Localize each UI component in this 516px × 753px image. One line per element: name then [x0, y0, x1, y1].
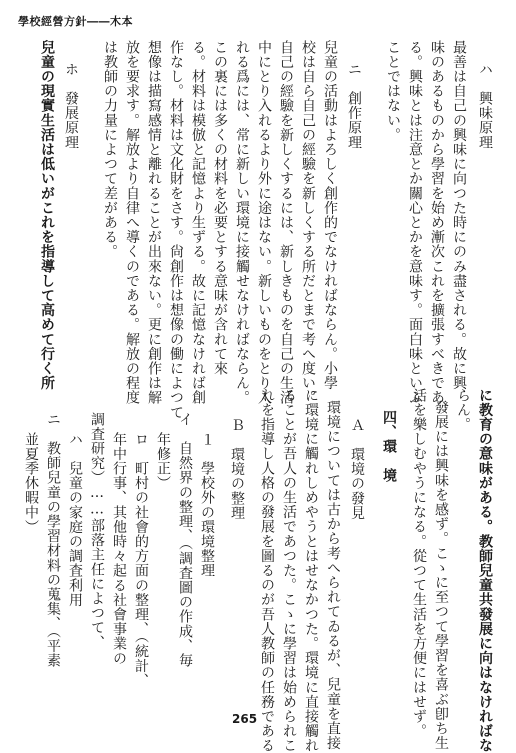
lower-text-column: 環境については古から考へられてゐるが、兒童を直接 [325, 400, 341, 751]
lower-text-column: 年中行事、其他時々起る社會事業の [111, 432, 127, 666]
upper-text-column: 兒童の現實生活は低いがこれを指導して高めて行く所 [39, 40, 55, 391]
lower-text-column: Ａ 環境の發見 [349, 418, 365, 521]
upper-text-column: 放を要求す。解放より自律へ導くのである。解放の程度 [124, 40, 140, 405]
upper-text-column: ことではない。 [385, 40, 401, 143]
upper-text-column: る。材料は模倣と記憶より生ずる。故に記憶なければ創 [190, 40, 206, 405]
upper-text-column: ホ 發展原理 [63, 62, 79, 150]
lower-text-column: ニ 教師兒童の學習材料の蒐集、（平素 [45, 412, 61, 668]
upper-text-column: この裏には多くの材料を必要とする意味が含れて來 [212, 40, 228, 376]
lower-text-column: に教育の意味がある。教師兒童共發展に向はなければな [477, 388, 493, 753]
lower-text-column: れを指導し人格の發展を圖るのが吾人教師の任務である [259, 388, 275, 753]
lower-text-column: ロ 町村の社會的方面の整理、（統計、 [133, 432, 149, 688]
lower-text-column: 年修正） [155, 432, 171, 491]
upper-text-column: ニ 創作原理 [346, 62, 362, 150]
lower-text-column: らん。 [455, 388, 471, 432]
lower-text-column: ハ 兒童の家庭の調査利用 [67, 432, 83, 608]
lower-text-column: 發展には興味を感ず。こゝに至つて學習を喜ぶ卽ち生 [433, 400, 449, 751]
lower-text-column: Ｂ 環境の整理 [229, 418, 245, 521]
running-header: 學校經營方針――木本 [18, 15, 133, 28]
upper-text-column: ハ 興味原理 [477, 62, 493, 150]
upper-text-column: 兒童の活動はよろしく創作的でなければならん。小學 [322, 40, 338, 391]
lower-text-column: １ 學校外の環境整理 [199, 432, 215, 578]
upper-text-column: 中にとり入れるより外に途はない。新しいものをとり入 [256, 40, 272, 405]
upper-text-column: は教師の力量によつて差がある。 [102, 40, 118, 259]
upper-text-column: 校は自ら自己の經驗を新しくする所だとまで考へ度い。 [300, 40, 316, 405]
page-number: 265 [232, 712, 258, 726]
upper-text-column: 自己の經驗を新しくするには、新しきものを自己の生活 [278, 40, 294, 405]
lower-text-column: 調査研究）……部落主任によつて、 [89, 412, 105, 650]
upper-text-column: 最善は自己の興味に向つた時にのみ盡される。故に興 [451, 40, 467, 391]
upper-text-column: 想像は描寫感情と離れることが出來ない。更に創作は解 [146, 40, 162, 405]
upper-text-column: 作なし。材料は文化財をさす。尙創作は想像の働によつて [168, 40, 184, 420]
lower-text-column: 活を樂しむやうになる。從つて生活を方便にはせず。 [411, 388, 427, 739]
lower-text-column: 四、環 境 [381, 410, 397, 483]
lower-text-column: 並夏季休暇中） [23, 432, 39, 535]
lower-text-column: ることが吾人の生活であつた。こゝに學習は始められこ [281, 388, 297, 753]
upper-text-column: れる爲には、常に新しい環境に接觸せなければならん。 [234, 40, 250, 405]
lower-text-column: イ 自然界の整理、（調査圖の作成、毎 [177, 412, 193, 668]
upper-text-column: る。興味とは注意とか關心とかを意味す。面白味といふ [407, 40, 423, 405]
lower-text-column: に環境に觸れしめやうとはせなかつた。環境に直接觸れ [303, 388, 319, 753]
upper-text-column: 味のあるものから學習を始め漸次これを擴張すべきであ [429, 40, 445, 405]
